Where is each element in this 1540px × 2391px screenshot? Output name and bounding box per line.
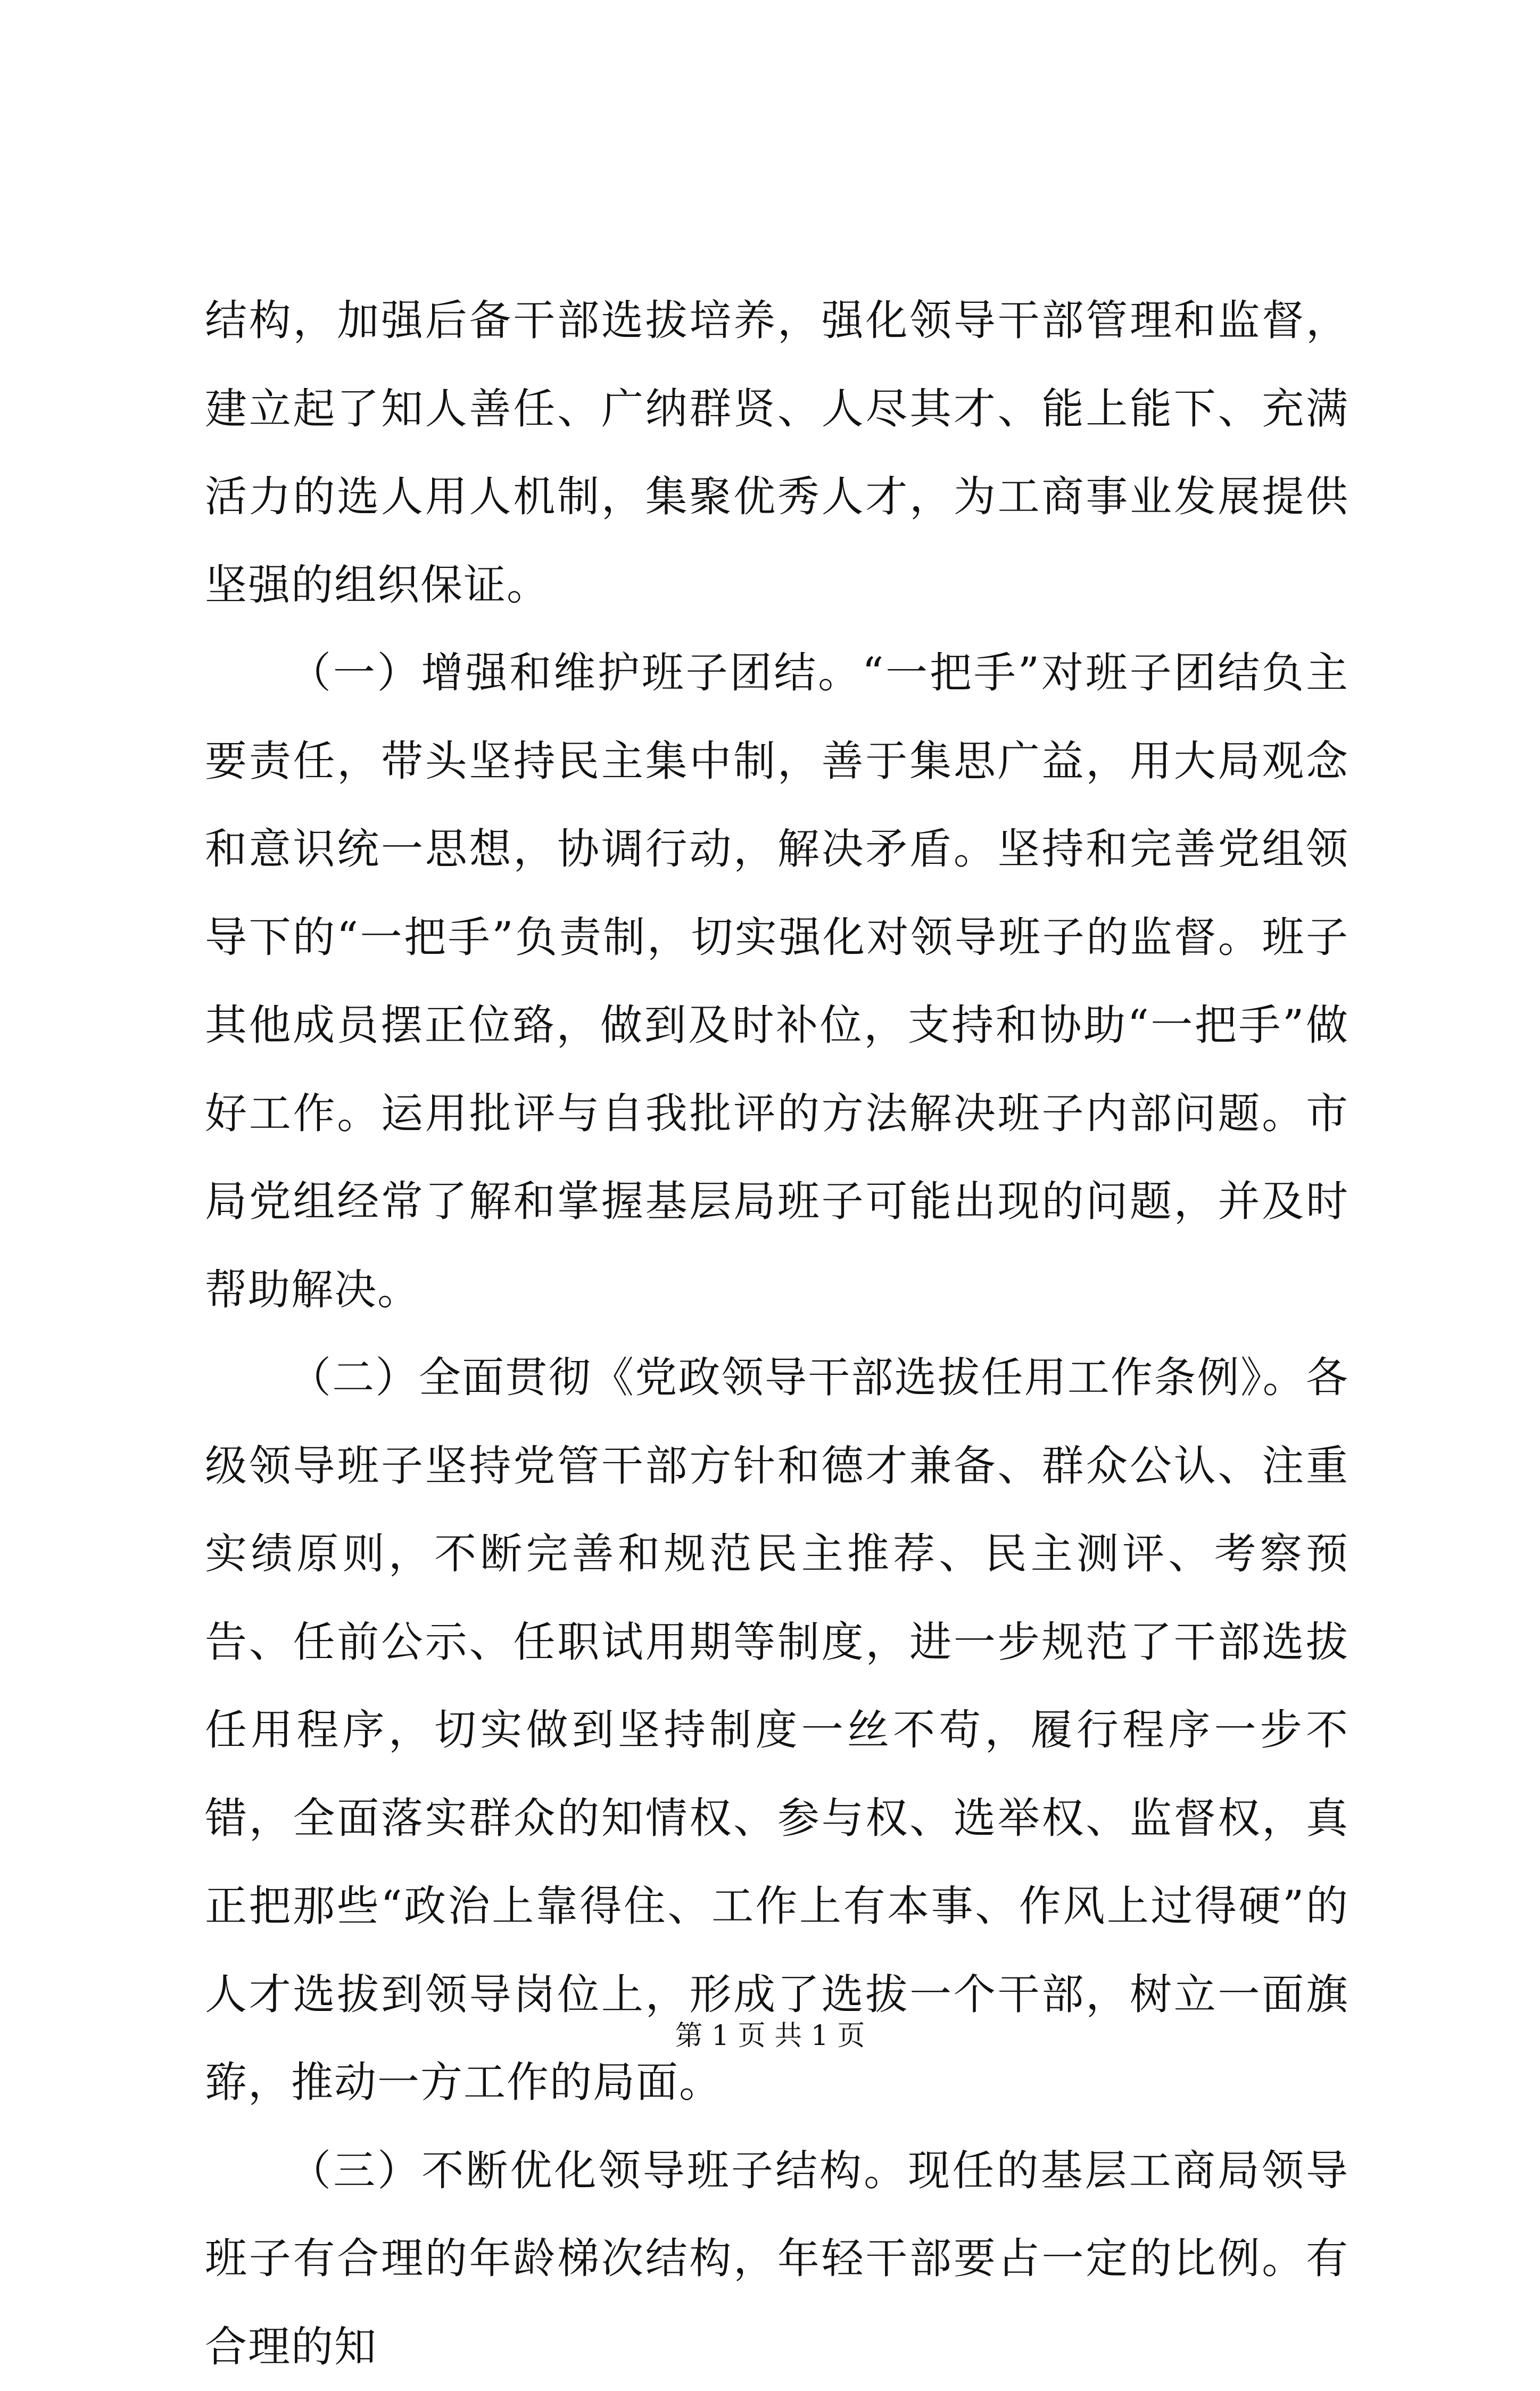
- document-body: [205, 277, 1349, 2391]
- paragraph-1: 结构，加强后备干部选拔培养，强化领导干部管理和监督，建立起了知人善任、广纳群贤、人尽其才、能上能下、充满活力的选人用人机制，集聚优秀人才，为工商事业发展提供坚强的组织保证。: [205, 277, 1349, 629]
- paragraph-2: （一）增强和维护班子团结。“一把手”对班子团结负主要责任，带头坚持民主集中制，善于集思广益，用大局观念和意识统一思想，协调行动，解决矛盾。坚持和完善党组领导下的“一把手”负责制，切实强化对领导班子的监督。班子其他成员摆正位臵，做到及时补位，支持和协助“一把手”做好工作。运用批评与自我批评的方法解决班子内部问题。市局党组经常了解和掌握基层局班子可能出现的问题，并及时帮助解决。: [205, 629, 1349, 1334]
- paragraph-4: （三）不断优化领导班子结构。现任的基层工商局领导班子有合理的年龄梯次结构，年轻干部要占一定的比例。有合理的知: [205, 2127, 1349, 2391]
- paragraph-3: （二）全面贯彻《党政领导干部选拔任用工作条例》。各级领导班子坚持党管干部方针和德才兼备、群众公认、注重实绩原则，不断完善和规范民主推荐、民主测评、考察预告、任前公示、任职试用期等制度，进一步规范了干部选拔任用程序，切实做到坚持制度一丝不苟，履行程序一步不错，全面落实群众的知情权、参与权、选举权、监督权，真正把那些“政治上靠得住、工作上有本事、作风上过得硬”的人才选拔到领导岗位上，形成了选拔一个干部，树立一面旗臶，推动一方工作的局面。: [205, 1334, 1349, 2127]
- page-footer: 第 1 页 共 1 页: [0, 2017, 1540, 2055]
